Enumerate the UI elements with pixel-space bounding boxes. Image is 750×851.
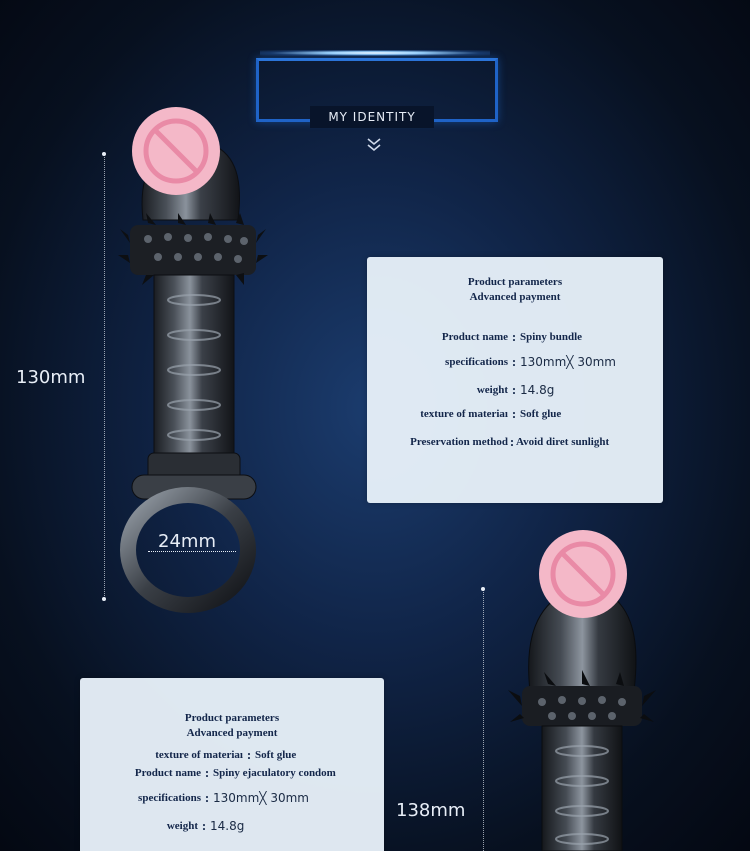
parameters-card-1 — [367, 257, 663, 503]
param-row — [80, 790, 309, 806]
double-chevron-down-icon — [362, 137, 386, 155]
param-label: texture of materiaı — [155, 749, 243, 761]
param-separator: : — [246, 747, 252, 762]
param-value: 130mm╳ 30mm — [520, 355, 616, 369]
param-row — [367, 434, 609, 450]
card-heading-subtitle: Advanced payment — [469, 291, 561, 303]
param-separator: : — [511, 354, 517, 369]
param-value: Spiny bundle — [520, 331, 583, 343]
dimension-dot-top — [102, 152, 106, 156]
param-separator: : — [204, 765, 210, 780]
censor-icon — [132, 107, 220, 195]
param-separator: : — [511, 329, 517, 344]
param-value: Soft glue — [520, 408, 562, 420]
param-label: specifications — [445, 356, 508, 368]
param-value: Avoid diret sunlight — [516, 436, 610, 448]
card-heading-title: Product parameters — [467, 276, 563, 288]
param-row — [80, 818, 244, 834]
product-image-spiny-condom — [508, 526, 658, 851]
length-label-2: 138mm — [396, 800, 466, 821]
param-label: weight — [476, 384, 508, 396]
dimension-dot-bottom — [102, 597, 106, 601]
param-separator: : — [511, 406, 517, 421]
param-separator: : — [511, 382, 517, 397]
length-dimension-line — [104, 155, 105, 600]
page-title: MY IDENTITY — [310, 106, 434, 128]
param-label: Product name — [441, 331, 508, 343]
card-heading-subtitle: Advanced payment — [186, 727, 278, 739]
param-row — [80, 747, 296, 763]
param-label: Preservation method — [410, 436, 508, 448]
param-separator: : — [201, 818, 207, 833]
dimension-dot-top-2 — [481, 587, 485, 591]
censor-icon — [539, 530, 627, 618]
card-heading-title: Product parameters — [184, 712, 280, 724]
param-value: Soft glue — [255, 749, 297, 761]
param-label: weight — [166, 820, 198, 832]
header-light-streak — [260, 50, 490, 56]
length-label: 130mm — [16, 367, 86, 388]
param-row — [80, 765, 336, 781]
param-separator: : — [509, 434, 515, 449]
ring-label: 24mm — [158, 531, 216, 552]
param-label: texture of materiaı — [420, 408, 508, 420]
param-value: 14.8g — [520, 383, 555, 397]
param-row — [367, 354, 616, 370]
param-label: Product name — [134, 767, 201, 779]
length-dimension-line-2 — [483, 590, 484, 851]
param-row — [367, 406, 561, 422]
param-value: 130mm╳ 30mm — [213, 791, 309, 805]
parameters-card-2 — [80, 678, 384, 851]
param-value: 14.8g — [210, 819, 245, 833]
param-label: specifications — [138, 792, 201, 804]
param-value: Spiny ejaculatory condom — [213, 767, 336, 779]
param-row — [367, 382, 554, 398]
param-row — [367, 329, 582, 345]
param-separator: : — [204, 790, 210, 805]
